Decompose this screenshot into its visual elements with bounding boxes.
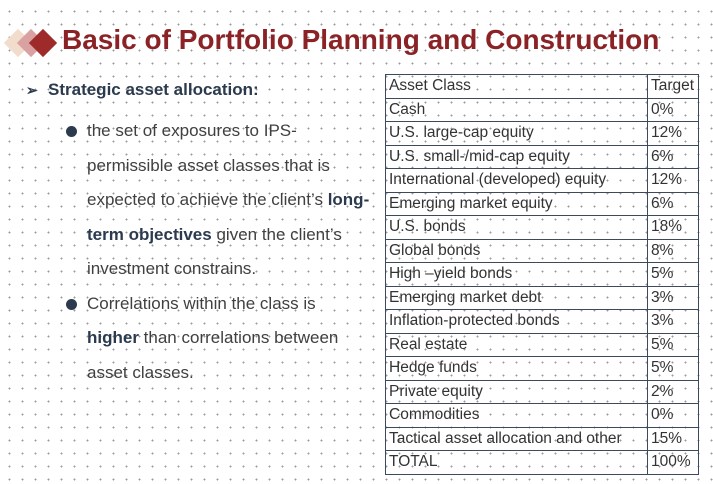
- target-cell: 5%: [648, 357, 699, 381]
- table-row: [386, 380, 699, 404]
- table-row: [386, 192, 699, 216]
- asset-class-cell: Commodities: [386, 404, 648, 428]
- asset-class-cell: Hedge funds: [386, 357, 648, 381]
- table-row: [386, 404, 699, 428]
- bullet-item-1: [62, 114, 372, 287]
- table-row: [386, 357, 699, 381]
- slide-title: Basic of Portfolio Planning and Construction: [62, 24, 660, 55]
- section-heading-text: Strategic asset allocation:: [48, 80, 259, 99]
- target-cell: 2%: [648, 380, 699, 404]
- bullet-1-tail: given the client’s investment constrains.: [87, 224, 342, 278]
- asset-class-cell: Cash: [386, 98, 648, 122]
- asset-class-cell: High –yield bonds: [386, 263, 648, 287]
- target-cell: 3%: [648, 310, 699, 334]
- target-cell: 15%: [648, 427, 699, 451]
- bullet-1-bold: long-term objectives: [87, 190, 370, 244]
- table-row: [386, 98, 699, 122]
- table-row: [386, 239, 699, 263]
- header-asset-class: Asset Class: [386, 75, 648, 99]
- target-cell: 12%: [648, 169, 699, 193]
- section-heading: [26, 80, 259, 100]
- asset-class-cell: U.S. small-/mid-cap equity: [386, 145, 648, 169]
- arrow-bullet-icon: ➢: [26, 82, 38, 98]
- target-cell: 6%: [648, 192, 699, 216]
- table-row: [386, 286, 699, 310]
- target-cell: 12%: [648, 122, 699, 146]
- table-row: [386, 145, 699, 169]
- target-cell: 100%: [648, 451, 699, 475]
- bullet-2-text: Correlations within the class is: [87, 293, 316, 313]
- table-row: [386, 310, 699, 334]
- logo-diamonds: [4, 24, 56, 62]
- target-cell: 18%: [648, 216, 699, 240]
- asset-class-cell: Emerging market debt: [386, 286, 648, 310]
- asset-class-cell: Private equity: [386, 380, 648, 404]
- table-row: [386, 216, 699, 240]
- table-row: [386, 427, 699, 451]
- target-cell: 0%: [648, 404, 699, 428]
- asset-class-cell: Inflation-protected bonds: [386, 310, 648, 334]
- target-cell: 5%: [648, 333, 699, 357]
- asset-class-cell: Emerging market equity: [386, 192, 648, 216]
- target-cell: 0%: [648, 98, 699, 122]
- target-cell: 3%: [648, 286, 699, 310]
- bullet-2-tail: than correlations between asset classes.: [87, 328, 339, 382]
- bullet-item-2: [62, 287, 372, 391]
- target-cell: 5%: [648, 263, 699, 287]
- bullet-1-text: the set of exposures to IPS-permissible asset classes that is expected to achieve the client’s: [87, 121, 330, 209]
- bullet-dot-icon: [66, 299, 77, 310]
- target-cell: 6%: [648, 145, 699, 169]
- bullet-dot-icon: [66, 126, 77, 137]
- table-header-row: [386, 75, 699, 99]
- table-row: [386, 263, 699, 287]
- table-row: [386, 451, 699, 475]
- asset-class-cell: Tactical asset allocation and other: [386, 427, 648, 451]
- asset-class-cell: Global bonds: [386, 239, 648, 263]
- table-row: [386, 169, 699, 193]
- bullet-2-bold: higher: [87, 328, 139, 347]
- table-row: [386, 333, 699, 357]
- table-row: [386, 122, 699, 146]
- target-cell: 8%: [648, 239, 699, 263]
- asset-class-cell: U.S. large-cap equity: [386, 122, 648, 146]
- header-target: Target: [648, 75, 699, 99]
- bullet-list: [62, 114, 372, 390]
- asset-class-cell: Real estate: [386, 333, 648, 357]
- asset-class-cell: U.S. bonds: [386, 216, 648, 240]
- asset-class-cell: TOTAL: [386, 451, 648, 475]
- asset-class-cell: International (developed) equity: [386, 169, 648, 193]
- asset-allocation-table: [385, 74, 699, 475]
